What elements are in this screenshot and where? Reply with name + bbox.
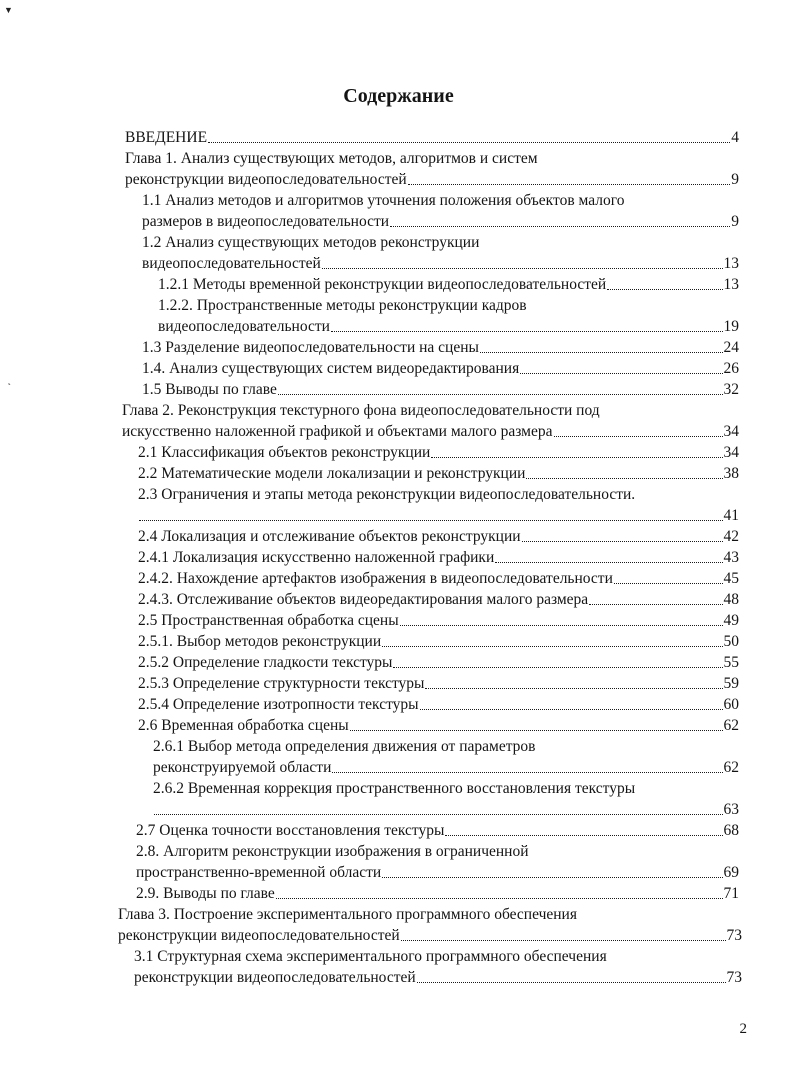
toc-entry-text: ВВЕДЕНИЕ <box>125 129 208 146</box>
toc-entry-text: 1.3 Разделение видеопоследовательности на сцены <box>142 339 479 356</box>
toc-entry-text: размеров в видеопоследовательности <box>142 213 390 230</box>
toc-entry-page: 45 <box>723 570 739 587</box>
toc-entry-text: видеопоследовательностей <box>142 255 321 272</box>
toc-entry-text: 2.6 Временная обработка сцены <box>138 717 349 734</box>
toc-entry-text: реконструкции видеопоследовательностей <box>118 927 400 944</box>
toc-entry-page: 48 <box>723 591 739 608</box>
toc-entry-page: 34 <box>723 423 739 440</box>
toc-entry[interactable] <box>142 253 739 274</box>
toc-entry-page: 41 <box>723 507 739 524</box>
toc-entry-text: 1.2.2. Пространственные методы реконструкции кадров <box>158 297 527 314</box>
toc-entry[interactable] <box>125 148 739 169</box>
toc-entry-text: 1.1 Анализ методов и алгоритмов уточнения положения объектов малого <box>142 192 625 209</box>
toc-entry-page: 68 <box>723 822 739 839</box>
corner-mark: ▼ <box>4 5 13 15</box>
toc-entry[interactable] <box>153 778 739 799</box>
side-mark: ˛ <box>8 375 11 385</box>
toc-entry[interactable] <box>138 505 739 526</box>
toc-entry-page: 60 <box>723 696 739 713</box>
toc-entry-page: 43 <box>723 549 739 566</box>
toc-entry[interactable] <box>153 736 739 757</box>
toc-entry-text: 2.2 Математические модели локализации и реконструкции <box>138 465 526 482</box>
toc-entry-page: 50 <box>723 633 739 650</box>
toc-entry-text: 2.6.2 Временная коррекция пространственного восстановления текстуры <box>153 780 636 797</box>
toc-entry[interactable] <box>142 337 739 358</box>
toc-entry-text: реконструкции видеопоследовательностей <box>134 969 416 986</box>
toc-entry-text: 2.5.3 Определение структурности текстуры <box>138 675 425 692</box>
toc-entry[interactable] <box>138 484 739 505</box>
toc-entry[interactable] <box>134 967 742 988</box>
toc-entry[interactable] <box>142 211 739 232</box>
toc-entry-page: 4 <box>731 129 739 146</box>
toc-entry[interactable] <box>122 421 739 442</box>
toc-entry-page: 32 <box>723 381 739 398</box>
toc-entry[interactable] <box>142 358 739 379</box>
toc-entry-page: 73 <box>726 927 742 944</box>
toc-entry-page: 9 <box>731 213 739 230</box>
toc-entry-page: 62 <box>723 717 739 734</box>
toc-entry[interactable] <box>136 883 739 904</box>
toc-entry[interactable] <box>138 652 739 673</box>
toc-entry-text: 2.6.1 Выбор метода определения движения от параметров <box>153 738 536 755</box>
toc-entry-page: 26 <box>723 360 739 377</box>
toc-entry-text: 3.1 Структурная схема экспериментального программного обеспечения <box>134 948 607 965</box>
toc-entry-text: 2.5.4 Определение изотропности текстуры <box>138 696 419 713</box>
toc-entry[interactable] <box>138 589 739 610</box>
toc-entry-text: 1.4. Анализ существующих систем видеоредактирования <box>142 360 520 377</box>
toc-entry[interactable] <box>118 925 742 946</box>
toc-entry-page: 62 <box>723 759 739 776</box>
toc-entry-page: 69 <box>723 864 739 881</box>
toc-entry-text: 2.4.3. Отслеживание объектов видеоредактирования малого размера <box>138 591 589 608</box>
toc-entry-page: 49 <box>723 612 739 629</box>
toc-entry-text: 2.9. Выводы по главе <box>136 885 275 902</box>
toc-entry[interactable] <box>158 295 739 316</box>
toc-entry-page: 63 <box>723 801 739 818</box>
toc-entry[interactable] <box>118 904 742 925</box>
toc-entry-page: 55 <box>723 654 739 671</box>
toc-entry[interactable] <box>136 841 739 862</box>
toc-entry[interactable] <box>138 526 739 547</box>
toc-entry[interactable] <box>125 127 739 148</box>
toc-entry[interactable] <box>153 799 739 820</box>
toc-entry-text: 2.4.2. Нахождение артефактов изображения в видеопоследовательности <box>138 570 613 587</box>
toc-entry[interactable] <box>125 169 739 190</box>
toc-entry[interactable] <box>138 673 739 694</box>
toc-entry[interactable] <box>136 862 739 883</box>
page-title: Содержание <box>343 85 454 107</box>
toc-entry[interactable] <box>138 442 739 463</box>
page-number: 2 <box>739 1021 747 1037</box>
toc-entry-text: 2.5.2 Определение гладкости текстуры <box>138 654 393 671</box>
toc-entry-text: 2.1 Классификация объектов реконструкции <box>138 444 431 461</box>
toc-entry-text: 2.5 Пространственная обработка сцены <box>138 612 399 629</box>
toc-entry-text: 2.4.1 Локализация искусственно наложенной графики <box>138 549 495 566</box>
toc-entry-text: реконструкции видеопоследовательностей <box>125 171 407 188</box>
toc-entry-page: 34 <box>723 444 739 461</box>
toc-entry-text: 1.5 Выводы по главе <box>142 381 277 398</box>
toc-entry-text: Глава 1. Анализ существующих методов, алгоритмов и систем <box>125 150 538 167</box>
toc-entry[interactable] <box>158 316 739 337</box>
toc-entry-text: 2.3 Ограничения и этапы метода реконструкции видеопоследовательности. <box>138 486 636 503</box>
toc-entry[interactable] <box>142 379 739 400</box>
toc-entry[interactable] <box>138 463 739 484</box>
toc-entry[interactable] <box>138 694 739 715</box>
toc-entry-page: 19 <box>723 318 739 335</box>
toc-entry-text: 2.7 Оценка точности восстановления текстуры <box>136 822 445 839</box>
toc-entry-text: Глава 2. Реконструкция текстурного фона видеопоследовательности под <box>122 402 600 419</box>
toc-entry[interactable] <box>122 400 739 421</box>
toc-entry-page: 9 <box>731 171 739 188</box>
toc-entry-page: 13 <box>723 255 739 272</box>
toc-entry-text: 2.4 Локализация и отслеживание объектов реконструкции <box>138 528 521 545</box>
toc-entry[interactable] <box>138 610 739 631</box>
toc-entry-text: Глава 3. Построение экспериментального программного обеспечения <box>118 906 577 923</box>
toc-entry-text: 1.2 Анализ существующих методов реконструкции <box>142 234 480 251</box>
toc-entry[interactable] <box>138 631 739 652</box>
toc-entry-page: 24 <box>723 339 739 356</box>
toc-entry[interactable] <box>138 568 739 589</box>
toc-entry[interactable] <box>134 946 742 967</box>
toc-entry-text: искусственно наложенной графикой и объектами малого размера <box>122 423 553 440</box>
toc-entry[interactable] <box>138 547 739 568</box>
toc-entry-page: 13 <box>723 276 739 293</box>
toc-entry[interactable] <box>142 190 739 211</box>
toc-entry-page: 38 <box>723 465 739 482</box>
toc-entry-text: пространственно-временной области <box>136 864 382 881</box>
toc-entry-text: реконструируемой области <box>153 759 332 776</box>
toc-entry-text: видеопоследовательности <box>158 318 330 335</box>
toc-entry[interactable] <box>138 715 739 736</box>
toc-entry[interactable] <box>136 820 739 841</box>
toc-entry-text: 2.8. Алгоритм реконструкции изображения в ограниченной <box>136 843 529 860</box>
toc-entry-page: 71 <box>723 885 739 902</box>
toc-entry-page: 73 <box>726 969 742 986</box>
toc-entry-text: 1.2.1 Методы временной реконструкции видеопоследовательностей <box>158 276 607 293</box>
toc-entry[interactable] <box>153 757 739 778</box>
toc-entry-page: 42 <box>723 528 739 545</box>
toc-entry[interactable] <box>142 232 739 253</box>
toc-entry-text: 2.5.1. Выбор методов реконструкции <box>138 633 382 650</box>
toc-entry[interactable] <box>158 274 739 295</box>
toc-entry-page: 59 <box>723 675 739 692</box>
